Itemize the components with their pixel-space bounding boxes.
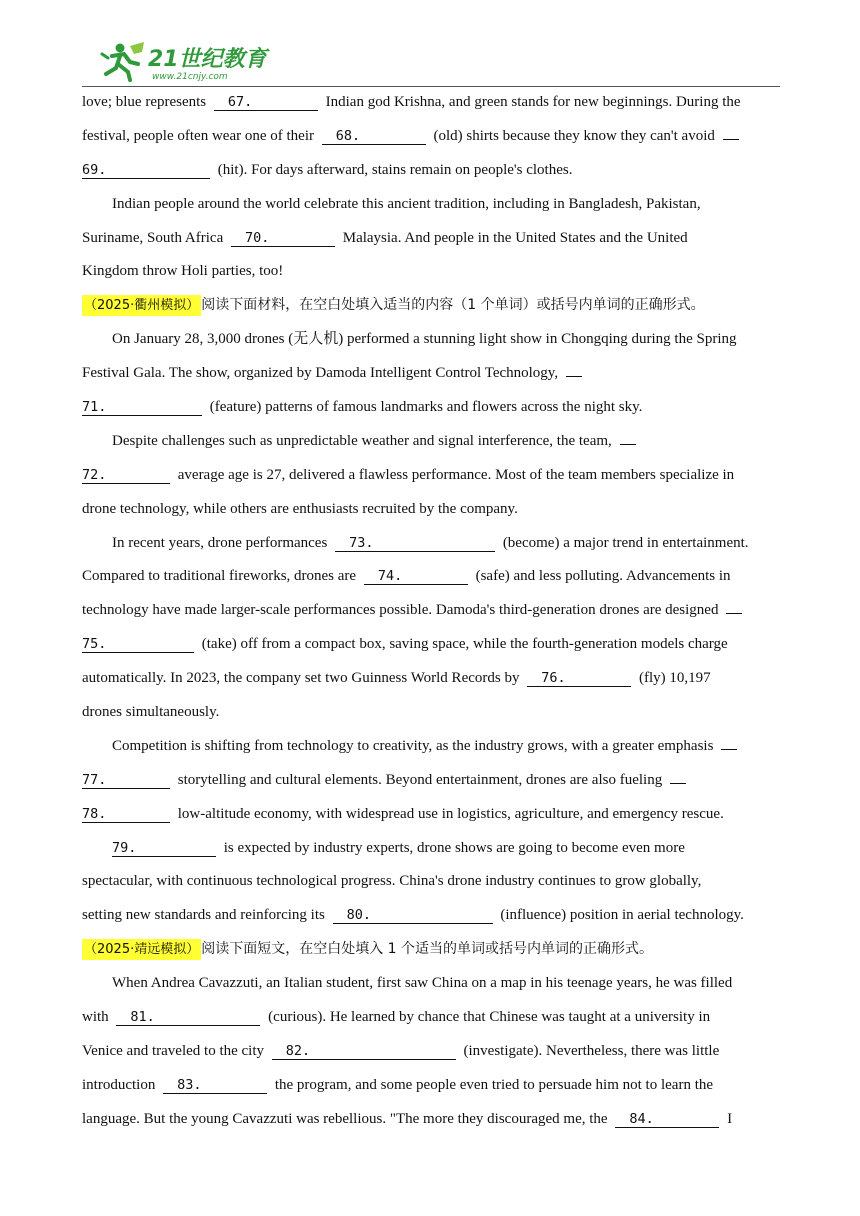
text-run: spectacular, with continuous technological progress. China's drone industry continues to grow globally, (82, 873, 702, 890)
text-line (82, 730, 778, 764)
text-line (82, 1001, 778, 1035)
text-line (82, 933, 778, 967)
text-run: (become) a major trend in entertainment. (499, 534, 749, 551)
answer-blank[interactable]: 82. (272, 1043, 456, 1060)
21cnjy-logo (100, 38, 270, 84)
answer-blank-start (723, 123, 739, 140)
text-run: (take) off from a compact box, saving space, while the fourth-generation models charge (198, 636, 728, 653)
text-run: the program, and some people even tried to persuade him not to learn the (271, 1076, 714, 1093)
text-run: Compared to traditional fireworks, drones are (82, 568, 360, 585)
answer-blank-start (726, 597, 742, 614)
answer-blank[interactable]: 73. (335, 535, 495, 552)
text-run: festival, people often wear one of their (82, 127, 318, 144)
text-line (82, 628, 778, 662)
instruction-text: 阅读下面材料，在空白处填入适当的内容（1 个单词）或括号内单词的正确形式。 (201, 297, 705, 314)
text-run: On January 28, 3,000 drones (无人机) performed a stunning light show in Chongqing during the Spring (112, 331, 737, 348)
document-body (82, 86, 778, 1137)
text-line (82, 594, 778, 628)
text-run: language. But the young Cavazzuti was rebellious. "The more they discouraged me, the (82, 1110, 612, 1127)
svg-text:www.21cnjy.com: www.21cnjy.com (152, 72, 228, 82)
text-run: is expected by industry experts, drone shows are going to become even more (220, 839, 685, 856)
text-line (82, 357, 778, 391)
text-line (82, 255, 778, 289)
text-run: low-altitude economy, with widespread use in logistics, agriculture, and emergency rescue. (174, 805, 724, 822)
answer-blank[interactable]: 78. (82, 806, 170, 823)
text-run: automatically. In 2023, the company set two Guinness World Records by (82, 670, 524, 687)
answer-blank-start (566, 360, 582, 377)
answer-blank[interactable]: 72. (82, 467, 170, 484)
text-run: (influence) position in aerial technology. (496, 907, 744, 924)
text-line (82, 391, 778, 425)
text-run: technology have made larger-scale performances possible. Damoda's third-generation drones are designed (82, 602, 723, 619)
text-run: When Andrea Cavazzuti, an Italian student, first saw China on a map in his teenage years, he was filled (112, 975, 733, 992)
text-run: Competition is shifting from technology to creativity, as the industry grows, with a greater emphasis (112, 737, 718, 754)
svg-text:21世纪教育: 21世纪教育 (148, 47, 267, 72)
text-line (82, 967, 778, 1001)
answer-blank[interactable]: 77. (82, 772, 170, 789)
text-run: average age is 27, delivered a flawless performance. Most of the team members specialize in (174, 466, 735, 483)
text-run: storytelling and cultural elements. Beyond entertainment, drones are also fueling (174, 771, 666, 788)
text-line (82, 493, 778, 527)
text-run: Malaysia. And people in the United States and the United (338, 229, 688, 246)
answer-blank[interactable]: 84. (615, 1111, 719, 1128)
text-line (82, 222, 778, 256)
answer-blank[interactable]: 76. (527, 670, 631, 687)
text-run: setting new standards and reinforcing its (82, 907, 329, 924)
text-line (82, 662, 778, 696)
answer-blank[interactable]: 81. (116, 1009, 260, 1026)
text-run: Indian god Krishna, and green stands for new beginnings. During the (321, 94, 741, 110)
answer-blank[interactable]: 79. (112, 840, 216, 857)
text-run: (investigate). Nevertheless, there was little (459, 1042, 720, 1059)
text-line (82, 764, 778, 798)
answer-blank-start (721, 733, 737, 750)
answer-blank[interactable]: 70. (231, 230, 335, 247)
text-run: I (723, 1110, 733, 1127)
text-run: (old) shirts because they know they can't avoid (429, 127, 719, 144)
text-line (82, 899, 778, 933)
text-line (82, 154, 778, 188)
text-line (82, 120, 778, 154)
text-line (82, 323, 778, 357)
text-run: with (82, 1009, 113, 1026)
text-run: Despite challenges such as unpredictable weather and signal interference, the team, (112, 432, 616, 449)
instruction-text: 阅读下面短文，在空白处填入 1 个适当的单词或括号内单词的正确形式。 (201, 941, 654, 958)
answer-blank[interactable]: 67. (214, 94, 318, 111)
source-tag: （2025·靖远模拟） (82, 939, 201, 960)
text-run: (safe) and less polluting. Advancements in (471, 568, 731, 585)
answer-blank[interactable]: 75. (82, 636, 194, 653)
text-run: love; blue represents (82, 94, 210, 110)
text-line (82, 560, 778, 594)
text-line (82, 865, 778, 899)
page-header (0, 0, 860, 88)
text-run: Festival Gala. The show, organized by Damoda Intelligent Control Technology, (82, 365, 562, 382)
answer-blank-start (620, 428, 636, 445)
source-tag: （2025·衢州模拟） (82, 295, 201, 316)
text-run: Kingdom throw Holi parties, too! (82, 263, 284, 280)
text-line (82, 188, 778, 222)
text-line (82, 86, 778, 120)
text-run: drones simultaneously. (82, 704, 220, 721)
text-line (82, 459, 778, 493)
text-line (82, 425, 778, 459)
text-run: (curious). He learned by chance that Chinese was taught at a university in (264, 1009, 711, 1026)
answer-blank[interactable]: 83. (163, 1077, 267, 1094)
text-line (82, 1035, 778, 1069)
answer-blank-start (670, 767, 686, 784)
text-line (82, 289, 778, 323)
text-run: (feature) patterns of famous landmarks and flowers across the night sky. (206, 399, 643, 416)
answer-blank[interactable]: 71. (82, 399, 202, 416)
text-run: Venice and traveled to the city (82, 1042, 268, 1059)
text-run: drone technology, while others are enthusiasts recruited by the company. (82, 500, 518, 517)
text-line (82, 798, 778, 832)
answer-blank[interactable]: 69. (82, 162, 210, 179)
text-line (82, 696, 778, 730)
text-run: introduction (82, 1076, 160, 1093)
text-run: Indian people around the world celebrate this ancient tradition, including in Bangladesh, Pakistan, (112, 195, 701, 212)
text-run: In recent years, drone performances (112, 534, 332, 551)
text-line (82, 1103, 778, 1137)
text-line (82, 1069, 778, 1103)
text-run: (fly) 10,197 (635, 670, 711, 687)
answer-blank[interactable]: 80. (333, 907, 493, 924)
answer-blank[interactable]: 68. (322, 128, 426, 145)
text-run: Suriname, South Africa (82, 229, 227, 246)
answer-blank[interactable]: 74. (364, 568, 468, 585)
text-run: (hit). For days afterward, stains remain on people's clothes. (214, 161, 573, 178)
text-line (82, 832, 778, 866)
text-line (82, 527, 778, 561)
